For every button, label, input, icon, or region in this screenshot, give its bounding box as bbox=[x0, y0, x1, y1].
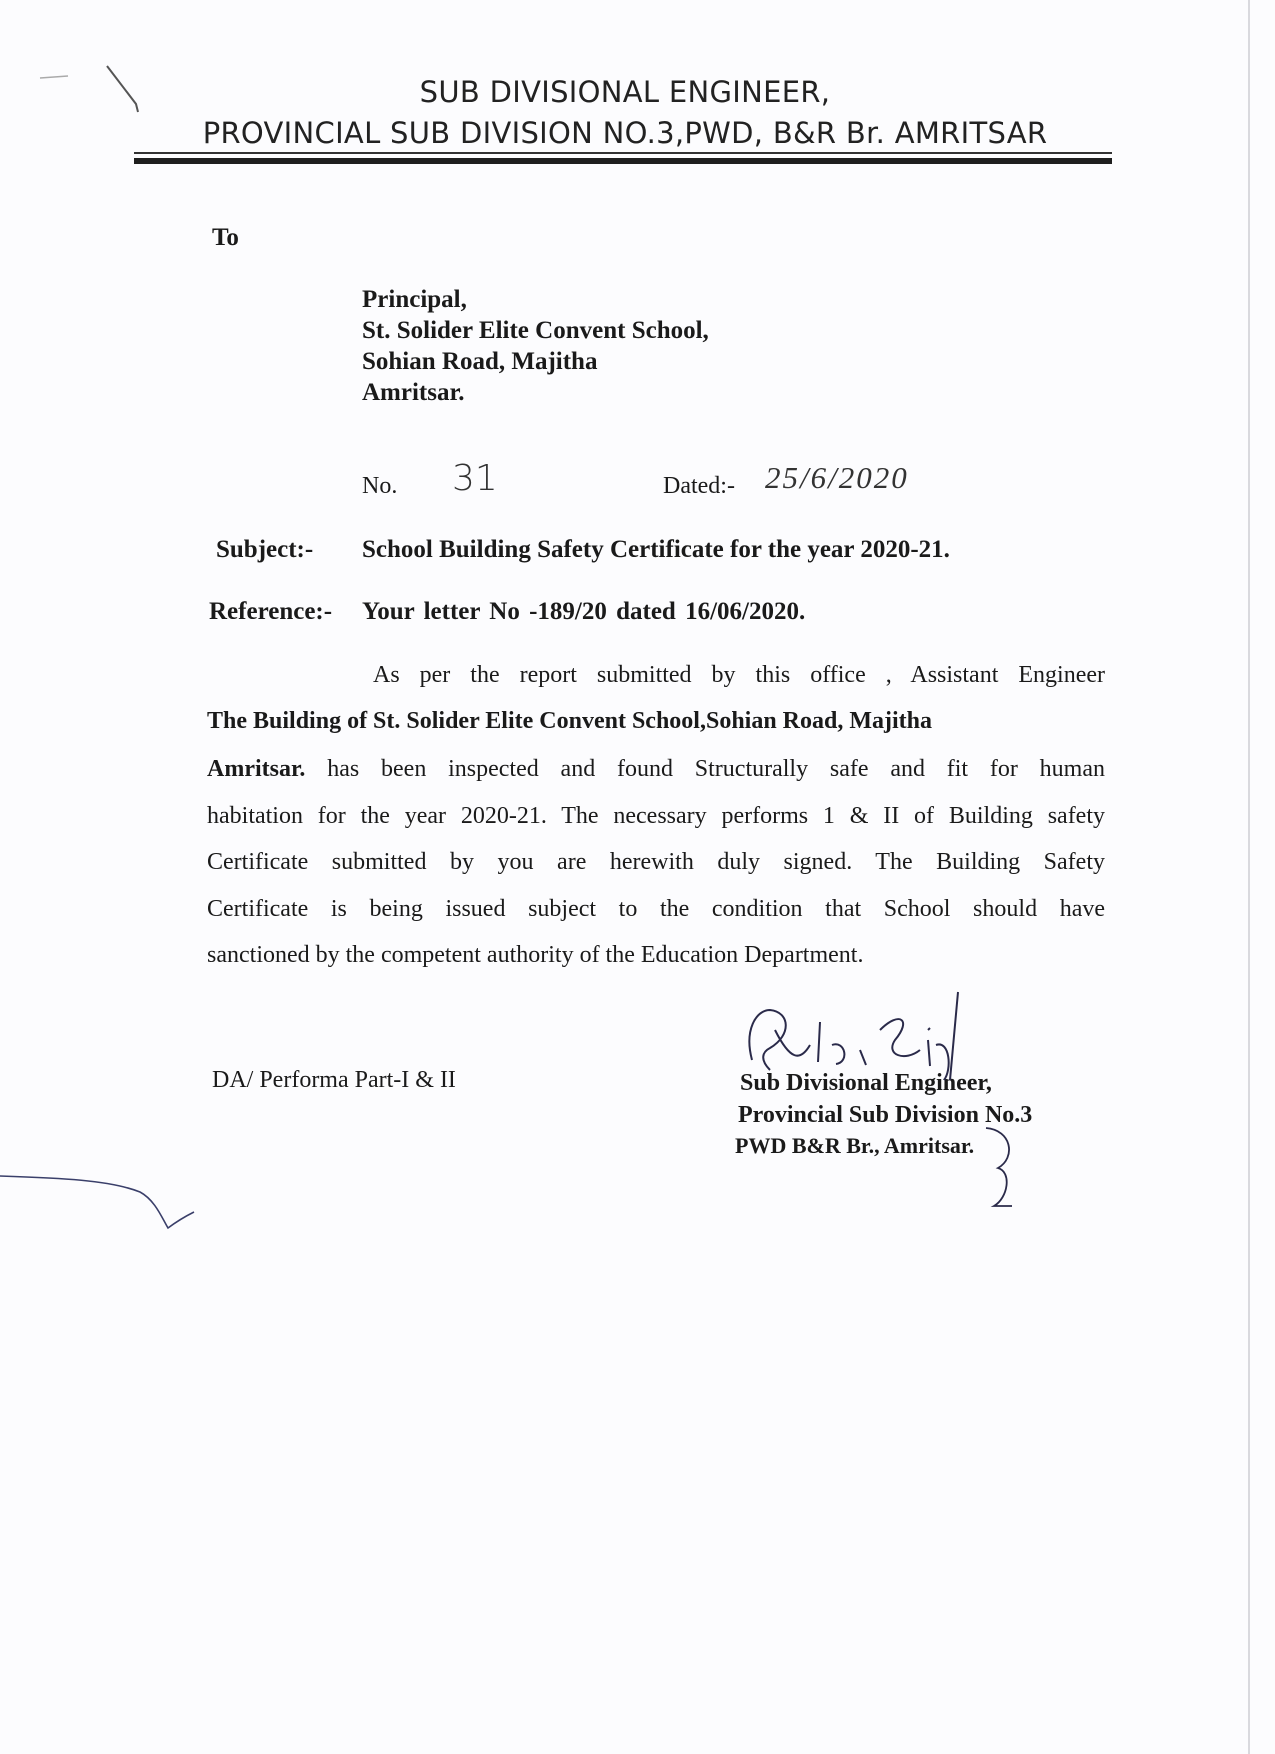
body-line bbox=[207, 756, 1105, 783]
subject-text: School Building Safety Certificate for the year 2020-21. bbox=[362, 536, 950, 563]
letterhead-title: SUB DIVISIONAL ENGINEER, bbox=[419, 75, 831, 109]
to-label: To bbox=[212, 224, 239, 251]
page-edge bbox=[1248, 0, 1250, 1754]
enclosure-note: DA/ Performa Part-I & II bbox=[212, 1067, 456, 1093]
recipient-line: Amritsar. bbox=[362, 379, 465, 406]
body-line: sanctioned by the competent authority of the Education Department. bbox=[207, 942, 864, 968]
body-text: has been inspected and found Structurally safe and fit for human bbox=[305, 756, 1105, 782]
body-line: As per the report submitted by this office , Assistant Engineer bbox=[373, 662, 1105, 688]
letter-number-value: 31 bbox=[452, 458, 498, 499]
body-emphasis: Amritsar. bbox=[207, 756, 306, 782]
signature-icon bbox=[749, 992, 958, 1080]
dated-label: Dated:- bbox=[663, 473, 735, 499]
signatory-office: Provincial Sub Division No.3 bbox=[738, 1102, 1033, 1128]
reference-text: Your letter No -189/20 dated 16/06/2020. bbox=[362, 598, 806, 625]
pen-stroke-icon bbox=[986, 1128, 1012, 1206]
body-line: Certificate submitted by you are herewith duly signed. The Building Safety bbox=[207, 849, 1105, 875]
pen-stroke-icon bbox=[0, 1176, 194, 1228]
subject-label: Subject:- bbox=[216, 536, 314, 563]
letter-number-label: No. bbox=[362, 473, 398, 499]
letterhead-rule-thick bbox=[134, 158, 1112, 164]
letterhead-rule-thin bbox=[134, 152, 1112, 154]
recipient-line: Principal, bbox=[362, 286, 467, 313]
recipient-line: St. Solider Elite Convent School, bbox=[362, 317, 709, 344]
signatory-title: Sub Divisional Engineer, bbox=[740, 1070, 992, 1096]
body-line: Certificate is being issued subject to the condition that School should have bbox=[207, 896, 1105, 922]
body-line: The Building of St. Solider Elite Convent School,Sohian Road, Majitha bbox=[207, 708, 933, 734]
body-line: habitation for the year 2020-21. The necessary performs 1 & II of Building safety bbox=[207, 803, 1105, 829]
letterhead-subtitle: PROVINCIAL SUB DIVISION NO.3,PWD, B&R Br. AMRITSAR bbox=[202, 116, 1048, 150]
reference-label: Reference:- bbox=[209, 598, 333, 625]
recipient-line: Sohian Road, Majitha bbox=[362, 348, 598, 375]
signatory-location: PWD B&R Br., Amritsar. bbox=[735, 1133, 975, 1158]
dated-value: 25/6/2020 bbox=[765, 460, 909, 495]
